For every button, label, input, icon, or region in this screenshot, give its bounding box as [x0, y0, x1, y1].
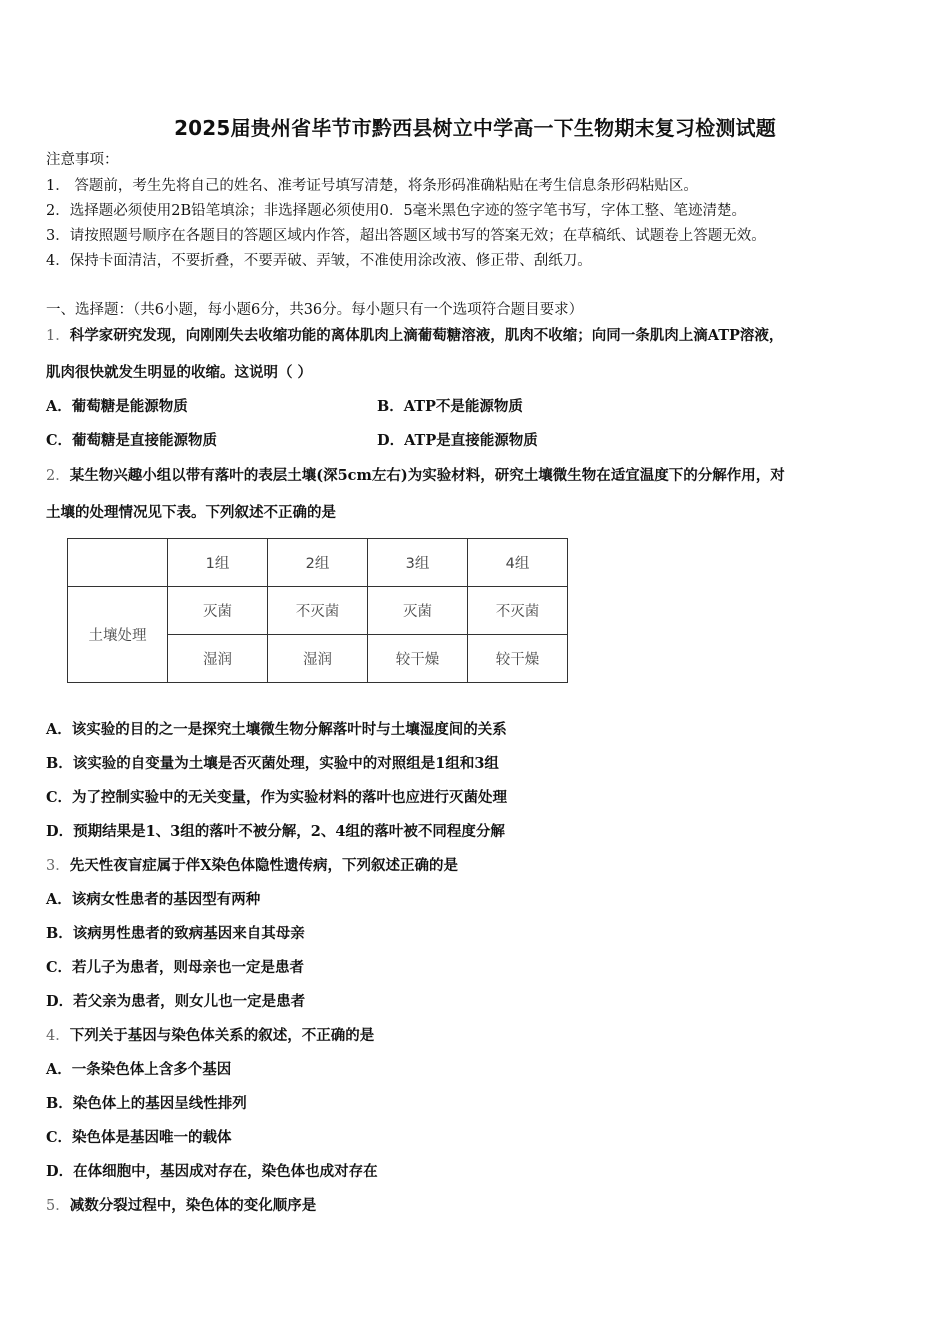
question-3-number: 3． — [46, 858, 70, 874]
question-2-text-2: 土壤的处理情况见下表。下列叙述不正确的是 — [46, 504, 336, 521]
question-3-option-b: B．该病男性患者的致病基因来自其母亲 — [46, 925, 305, 942]
question-2-option-c: C．为了控制实验中的无关变量，作为实验材料的落叶也应进行灭菌处理 — [46, 789, 508, 806]
question-3-text: 先天性夜盲症属于伴X染色体隐性遗传病，下列叙述正确的是 — [69, 857, 458, 874]
table-cell: 不灭菌 — [468, 587, 568, 635]
table-row — [68, 587, 568, 635]
notice-item-3: 3．请按照题号顺序在各题目的答题区域内作答，超出答题区域书写的答案无效；在草稿纸、试题卷上答题无效。 — [46, 228, 766, 244]
table-header-row — [68, 539, 568, 587]
table-header-cell: 4组 — [468, 539, 568, 587]
notice-item-4: 4．保持卡面清洁，不要折叠，不要弄破、弄皱，不准使用涂改液、修正带、刮纸刀。 — [46, 253, 592, 269]
question-1-line-1 — [46, 326, 783, 346]
question-3-line — [46, 856, 458, 876]
question-3-option-d: D．若父亲为患者，则女儿也一定是患者 — [46, 993, 306, 1010]
notice-heading: 注意事项： — [46, 152, 119, 168]
soil-treatment-table — [67, 538, 568, 683]
table-cell: 不灭菌 — [268, 587, 368, 635]
notice-item-1: 1． 答题前，考生先将自己的姓名、准考证号填写清楚，将条形码准确粘贴在考生信息条形码粘贴区。 — [46, 178, 698, 194]
table-cell: 较干燥 — [368, 635, 468, 683]
question-4-line — [46, 1026, 374, 1046]
table-cell: 灭菌 — [168, 587, 268, 635]
question-4-option-c: C．染色体是基因唯一的载体 — [46, 1129, 232, 1146]
question-1-option-c: C．葡萄糖是直接能源物质 — [46, 432, 218, 449]
question-2-line-1 — [46, 466, 785, 486]
question-4-option-a: A．一条染色体上含多个基因 — [46, 1061, 232, 1078]
question-1-text-2: 肌肉很快就发生明显的收缩。这说明（ ） — [46, 364, 313, 381]
question-4-number: 4． — [46, 1028, 70, 1044]
question-2-option-a: A．该实验的目的之一是探究土壤微生物分解落叶时与土壤湿度间的关系 — [46, 721, 507, 738]
question-2-option-b: B．该实验的自变量为土壤是否灭菌处理，实验中的对照组是1组和3组 — [46, 755, 499, 772]
question-1-option-b: B．ATP不是能源物质 — [377, 398, 523, 415]
question-5-number: 5． — [46, 1198, 70, 1214]
section-heading: 一、选择题：（共6小题，每小题6分，共36分。每小题只有一个选项符合题目要求） — [46, 302, 584, 318]
question-2-option-d: D．预期结果是1、3组的落叶不被分解，2、4组的落叶被不同程度分解 — [46, 823, 505, 840]
question-1-option-d: D．ATP是直接能源物质 — [377, 432, 538, 449]
table-cell: 灭菌 — [368, 587, 468, 635]
question-2-number: 2． — [46, 468, 70, 484]
question-4-text: 下列关于基因与染色体关系的叙述，不正确的是 — [69, 1027, 375, 1044]
question-1-option-a: A．葡萄糖是能源物质 — [46, 398, 188, 415]
question-2-text-1: 某生物兴趣小组以带有落叶的表层土壤(深5cm左右)为实验材料，研究土壤微生物在适宜温度下的分解作用，对 — [69, 467, 785, 484]
table-header-cell: 1组 — [168, 539, 268, 587]
question-5-line — [46, 1196, 316, 1216]
question-1-number: 1． — [46, 328, 70, 344]
question-4-option-d: D．在体细胞中，基因成对存在，染色体也成对存在 — [46, 1163, 378, 1180]
table-row-label: 土壤处理 — [68, 587, 168, 683]
table-header-cell: 3组 — [368, 539, 468, 587]
question-3-option-a: A．该病女性患者的基因型有两种 — [46, 891, 261, 908]
notice-item-2: 2．选择题必须使用2B铅笔填涂；非选择题必须使用0．5毫米黑色字迹的签字笔书写，字体工整、笔迹清楚。 — [46, 203, 747, 219]
question-4-option-b: B．染色体上的基因呈线性排列 — [46, 1095, 247, 1112]
page-title: 2025届贵州省毕节市黔西县树立中学高一下生物期末复习检测试题 — [174, 116, 776, 140]
table-cell: 湿润 — [268, 635, 368, 683]
question-5-text: 减数分裂过程中，染色体的变化顺序是 — [69, 1197, 317, 1214]
question-1-text-1: 科学家研究发现，向刚刚失去收缩功能的离体肌肉上滴葡萄糖溶液，肌肉不收缩；向同一条肌肉上滴ATP溶液， — [69, 327, 784, 344]
table-cell: 湿润 — [168, 635, 268, 683]
table-header-cell: 2组 — [268, 539, 368, 587]
question-3-option-c: C．若儿子为患者，则母亲也一定是患者 — [46, 959, 305, 976]
table-corner-cell — [68, 539, 168, 587]
table-cell: 较干燥 — [468, 635, 568, 683]
